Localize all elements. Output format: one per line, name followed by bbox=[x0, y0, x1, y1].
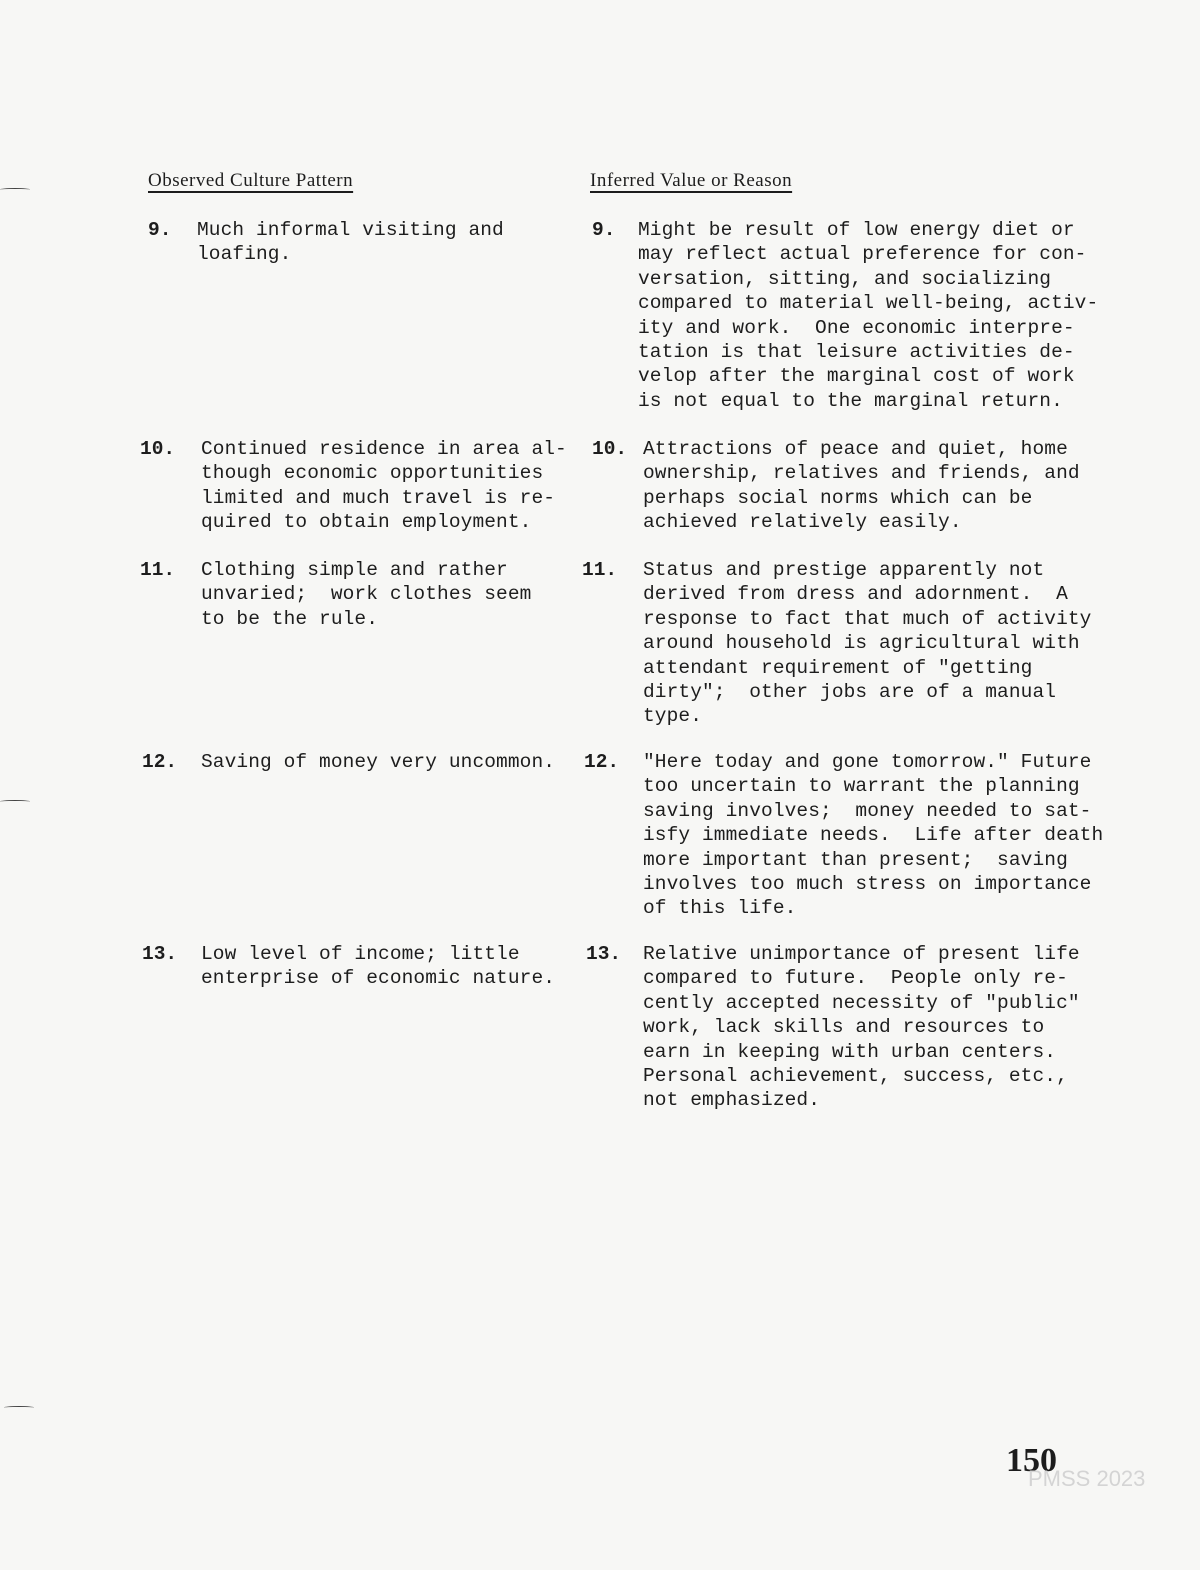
left-column-header bbox=[148, 170, 353, 192]
observed-pattern-text bbox=[201, 750, 555, 774]
text-line: Attractions of peace and quiet, home bbox=[643, 438, 1068, 460]
text-line: compared to material well-being, activ- bbox=[638, 292, 1099, 315]
item-number-left: 11. bbox=[140, 559, 176, 581]
text-line: enterprise of economic nature. bbox=[201, 967, 556, 990]
item-number-right: 9. bbox=[592, 219, 616, 241]
text-line: versation, sitting, and socializing bbox=[638, 267, 1052, 290]
text-line: saving involves; money needed to sat- bbox=[643, 799, 1092, 822]
item-number-right: 12. bbox=[584, 751, 620, 773]
text-line: Saving of money very uncommon. bbox=[201, 751, 556, 773]
text-line: loafing. bbox=[197, 243, 292, 266]
text-line: isfy immediate needs. Life after death bbox=[643, 824, 1104, 847]
text-line: may reflect actual preference for con- bbox=[638, 243, 1087, 266]
text-line: Status and prestige apparently not bbox=[643, 559, 1045, 581]
text-line: achieved relatively easily. bbox=[643, 511, 962, 534]
text-line: more important than present; saving bbox=[643, 848, 1068, 871]
text-line: Clothing simple and rather bbox=[201, 559, 508, 581]
observed-pattern-text bbox=[201, 942, 555, 991]
item-number-right: 10. bbox=[592, 438, 628, 460]
inferred-reason-text bbox=[643, 750, 1103, 921]
text-line: is not equal to the marginal return. bbox=[638, 389, 1063, 412]
text-line: Might be result of low energy diet or bbox=[638, 219, 1075, 241]
text-line: Low level of income; little bbox=[201, 943, 520, 965]
text-line: around household is agricultural with bbox=[643, 632, 1080, 655]
text-line: derived from dress and adornment. A bbox=[643, 583, 1068, 606]
inferred-reason-text bbox=[643, 437, 1080, 535]
inferred-reason-text bbox=[643, 942, 1080, 1113]
text-line: attendant requirement of "getting bbox=[643, 656, 1033, 679]
text-line: Relative unimportance of present life bbox=[643, 943, 1080, 965]
right-header-text: Inferred Value or Reason bbox=[590, 170, 793, 191]
binding-mark bbox=[4, 1406, 34, 1409]
text-line: earn in keeping with urban centers. bbox=[643, 1040, 1057, 1063]
inferred-reason-text bbox=[638, 218, 1098, 413]
observed-pattern-text bbox=[197, 218, 504, 267]
inferred-reason-text bbox=[643, 558, 1091, 729]
text-line: Much informal visiting and bbox=[197, 219, 504, 241]
text-line: response to fact that much of activity bbox=[643, 607, 1092, 630]
text-line: unvaried; work clothes seem bbox=[201, 583, 532, 606]
text-line: Personal achievement, success, etc., bbox=[643, 1065, 1068, 1088]
page-number: 150 bbox=[1006, 1442, 1057, 1479]
text-line: ownership, relatives and friends, and bbox=[643, 462, 1080, 485]
item-number-left: 12. bbox=[142, 751, 178, 773]
watermark: PMSS 2023 bbox=[1028, 1466, 1146, 1491]
text-line: involves too much stress on importance bbox=[643, 873, 1092, 896]
item-number-right: 11. bbox=[582, 559, 618, 581]
item-number-right: 13. bbox=[586, 943, 622, 965]
right-column-header bbox=[590, 170, 792, 192]
text-line: not emphasized. bbox=[643, 1089, 821, 1112]
text-line: work, lack skills and resources to bbox=[643, 1016, 1045, 1039]
text-line: of this life. bbox=[643, 897, 797, 920]
observed-pattern-text bbox=[201, 437, 567, 535]
binding-mark bbox=[0, 188, 30, 191]
text-line: velop after the marginal cost of work bbox=[638, 365, 1075, 388]
text-line: "Here today and gone tomorrow." Future bbox=[643, 751, 1092, 773]
item-number-left: 13. bbox=[142, 943, 178, 965]
text-line: perhaps social norms which can be bbox=[643, 486, 1033, 509]
text-line: though economic opportunities bbox=[201, 462, 544, 485]
left-header-text: Observed Culture Pattern bbox=[148, 170, 354, 191]
text-line: to be the rule. bbox=[201, 607, 379, 630]
text-line: quired to obtain employment. bbox=[201, 511, 532, 534]
text-line: ity and work. One economic interpre- bbox=[638, 316, 1075, 339]
text-line: compared to future. People only re- bbox=[643, 967, 1068, 990]
item-number-left: 10. bbox=[140, 438, 176, 460]
text-line: dirty"; other jobs are of a manual bbox=[643, 681, 1057, 704]
text-line: tation is that leisure activities de- bbox=[638, 341, 1075, 364]
item-number-left: 9. bbox=[148, 219, 172, 241]
text-line: limited and much travel is re- bbox=[201, 486, 556, 509]
text-line: cently accepted necessity of "public" bbox=[643, 991, 1080, 1014]
text-line: type. bbox=[643, 705, 703, 728]
text-line: Continued residence in area al- bbox=[201, 438, 567, 460]
observed-pattern-text bbox=[201, 558, 531, 631]
text-line: too uncertain to warrant the planning bbox=[643, 775, 1080, 798]
binding-mark bbox=[0, 800, 30, 803]
